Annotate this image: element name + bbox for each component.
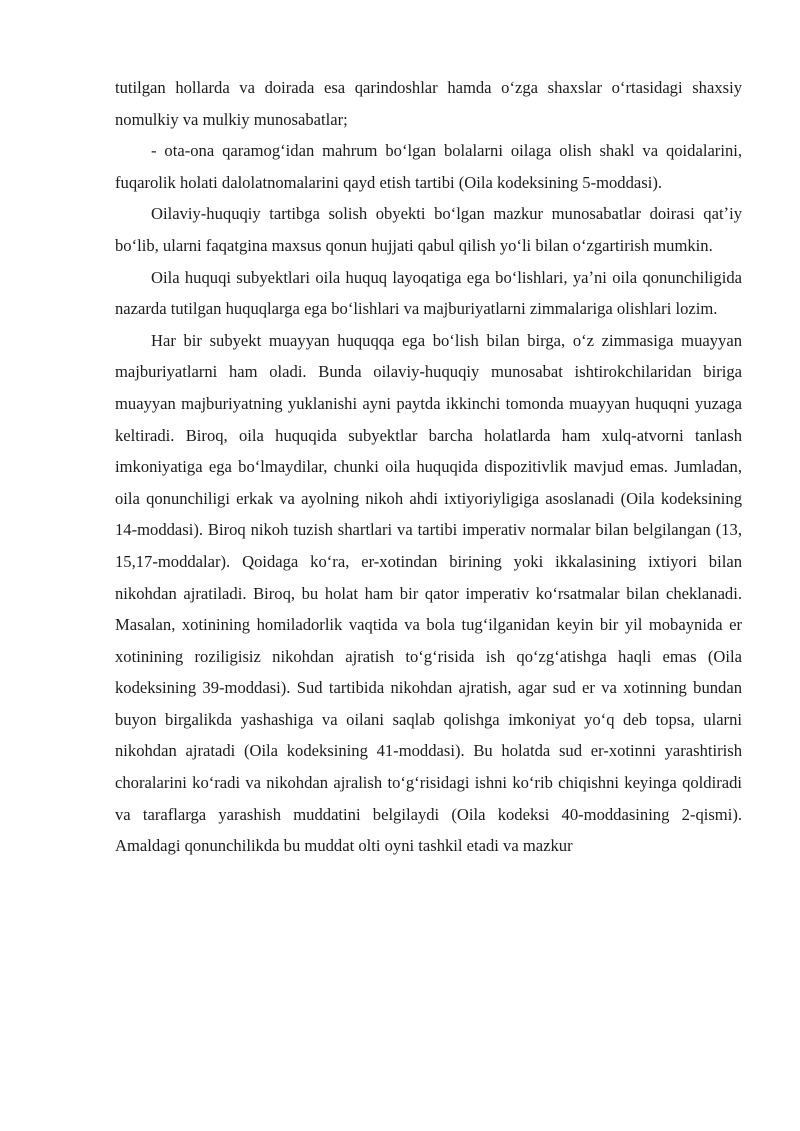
paragraph-3: Oilaviy-huquqiy tartibga solish obyekti boʻlgan mazkur munosabatlar doirasi qatʼiy boʻlib, ularni faqatgina maxsus qonun hujjati qabul qilish yoʻli bilan oʻzgartirish mumkin. (115, 204, 742, 255)
body-text (115, 72, 742, 862)
paragraph-1: tutilgan hollarda va doirada esa qarindoshlar hamda oʻzga shaxslar oʻrtasidagi shaxsiy nomulkiy va mulkiy munosabatlar; (115, 78, 742, 129)
paragraph-4: Oila huquqi subyektlari oila huquq layoqatiga ega boʻlishlari, yaʼni oila qonunchiligida nazarda tutilgan huquqlarga ega boʻlishlari va majburiyatlarni zimmalariga olishlari lozim. (115, 267, 742, 319)
paragraph-5: Har bir subyekt muayyan huquqqa ega boʻlish bilan birga, oʻz zimmasiga muayyan majburiyatlarni ham oladi. Bunda oilaviy-huquqiy munosabat ishtirokchilaridan biriga muayyan majburiyatning yuklanishi ayni paytda ikkinchi tomonda muayyan huquqni yuzaga keltiradi. Biroq, oila huquqida subyektlar barcha holatlarda ham xulq-atvorni tanlash imkoniyatiga ega boʻlmaydilar, chunki oila huquqida dispozitivlik mavjud emas. Jumladan, oila qonunchiligi erkak va ayolning nikoh ahdi ixtiyoriyligiga asoslanadi (Oila kodeksining 14-moddasi). Biroq nikoh tuzish shartlari va tartibi imperativ normalar bilan belgilangan (13, 15,17-moddalar). Qoidaga koʻra, er-xotindan birining yoki ikkalasining ixtiyori bilan nikohdan ajratiladi. Biroq, bu holat ham bir qator imperativ koʻrsatmalar bilan cheklanadi. Masalan, xotinining homiladorlik vaqtida va bola tugʻilganidan keyin bir yil mobaynida er xotinining roziligisiz nikohdan ajratish toʻgʻrisida ish qoʻzgʻatishga haqli emas (Oila kodeksining 39-moddasi). Sud tartibida nikohdan ajratish, agar sud er va xotinning bundan buyon birgalikda yashashiga va oilani saqlab qolishga imkoniyat yoʻq deb topsa, ularni nikohdan ajratadi (Oila kodeksining 41-moddasi). Bu holatda sud er-xotinni yarashtirish choralarini koʻradi va nikohdan ajralish toʻgʻrisidagi ishni koʻrib chiqishni keyinga qoldiradi va taraflarga yarashish muddatini belgilaydi (Oila kodeksi 40-moddasining 2-qismi). Amaldagi qonunchilikda bu muddat olti oyni tashkil etadi va mazkur (115, 330, 742, 856)
paragraph-2: - ota-ona qaramogʻidan mahrum boʻlgan bolalarni oilaga olish shakl va qoidalarini, fuqarolik holati dalolatnomalarini qayd etish tartibi (Oila kodeksining 5-moddasi). (115, 141, 742, 192)
